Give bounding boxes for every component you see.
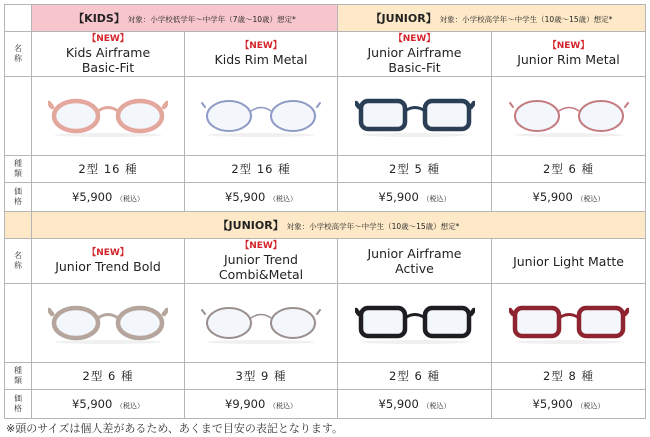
new-badge: 【NEW】 — [240, 41, 282, 51]
price-value: ¥5,900 — [72, 190, 113, 204]
product-image-cell — [32, 77, 185, 156]
product-name: Combi&Metal — [218, 266, 304, 282]
product-name-cell — [185, 239, 338, 284]
types-cell: 2型 6 種 — [32, 363, 185, 390]
product-name: Junior Trend Bold — [55, 259, 161, 274]
price-value: ¥9,900 — [225, 397, 266, 411]
types-cell: 2型 6 種 — [492, 156, 646, 183]
corner-cell-2 — [5, 212, 32, 239]
name-label: 名 称 — [5, 32, 32, 77]
product-name-cell — [185, 32, 338, 77]
tax-note: （税込） — [115, 195, 144, 203]
product-name-cell — [32, 239, 185, 284]
price-cell — [492, 183, 646, 212]
product-name: Active — [395, 261, 434, 276]
image-label-cell-2 — [5, 284, 32, 363]
price-cell — [338, 183, 492, 212]
glasses-icon — [201, 91, 321, 141]
kids-tag: 【KIDS】 — [73, 12, 125, 25]
footnote: ※頭のサイズは個人差があるため、あくまで目安の表記となります。 — [6, 422, 344, 435]
price-cell — [185, 183, 338, 212]
product-image-cell — [32, 284, 185, 363]
product-image-cell — [338, 77, 492, 156]
junior2-note: 対象：小学校高学年〜中学生（10歳〜15歳）想定* — [286, 222, 460, 231]
glasses-icon — [355, 298, 475, 348]
types-cell: 2型 6 種 — [338, 363, 492, 390]
kids-note: 対象：小学校低学年〜中学年（7歳〜10歳）想定* — [127, 15, 296, 24]
product-image-cell — [492, 284, 646, 363]
product-name-cell — [338, 32, 492, 77]
price-cell — [492, 390, 646, 419]
tax-note: （税込） — [576, 402, 605, 410]
junior-tag: 【JUNIOR】 — [370, 12, 437, 25]
tax-note: （税込） — [115, 402, 144, 410]
price-value: ¥5,900 — [532, 190, 573, 204]
product-name-cell — [32, 32, 185, 77]
corner-cell — [5, 5, 32, 32]
new-badge: 【NEW】 — [87, 33, 129, 44]
junior2-tag: 【JUNIOR】 — [217, 219, 284, 232]
new-badge: 【NEW】 — [393, 33, 436, 44]
image-label-cell — [5, 77, 32, 156]
price-cell — [32, 390, 185, 419]
glasses-icon — [355, 91, 475, 141]
types-cell: 2型 5 種 — [338, 156, 492, 183]
junior-note: 対象：小学校高学年〜中学生（10歳〜15歳）想定* — [439, 15, 613, 24]
price-value: ¥5,900 — [378, 190, 419, 204]
product-table — [4, 4, 646, 419]
product-name-cell — [338, 239, 492, 284]
new-badge: 【NEW】 — [87, 248, 129, 258]
glasses-icon — [509, 91, 629, 141]
kids-header — [32, 5, 338, 32]
glasses-icon — [48, 298, 168, 348]
product-name: Kids Rim Metal — [214, 52, 308, 67]
tax-note: （税込） — [422, 195, 451, 203]
price-value: ¥5,900 — [225, 190, 266, 204]
product-image-cell — [185, 77, 338, 156]
junior-header — [338, 5, 646, 32]
price-value: ¥5,900 — [378, 397, 419, 411]
product-name: Junior Trend — [224, 251, 298, 267]
types-cell: 2型 8 種 — [492, 363, 646, 390]
price-label-2: 価 格 — [5, 390, 32, 419]
junior-header-2 — [32, 212, 646, 239]
price-label: 価 格 — [5, 183, 32, 212]
price-cell — [32, 183, 185, 212]
new-badge: 【NEW】 — [240, 240, 282, 251]
price-cell — [185, 390, 338, 419]
glasses-icon — [201, 298, 321, 348]
product-name: Junior Airframe — [367, 246, 462, 261]
tax-note: （税込） — [576, 195, 605, 203]
tax-note: （税込） — [268, 402, 297, 410]
product-image-cell — [338, 284, 492, 363]
types-cell: 2型 16 種 — [185, 156, 338, 183]
product-name: Basic-Fit — [388, 59, 441, 75]
price-value: ¥5,900 — [72, 397, 113, 411]
types-cell: 2型 16 種 — [32, 156, 185, 183]
product-name: Junior Light Matte — [513, 253, 624, 269]
types-cell: 3型 9 種 — [185, 363, 338, 390]
tax-note: （税込） — [422, 402, 451, 410]
product-name: Kids Airframe — [65, 44, 151, 60]
tax-note: （税込） — [268, 195, 297, 203]
price-cell — [338, 390, 492, 419]
product-name: Basic-Fit — [81, 59, 135, 75]
product-name: Junior Airframe — [367, 44, 462, 60]
price-value: ¥5,900 — [532, 397, 573, 411]
glasses-icon — [509, 298, 629, 348]
new-badge: 【NEW】 — [547, 41, 590, 51]
product-name: Junior Rim Metal — [517, 52, 620, 67]
product-image-cell — [185, 284, 338, 363]
product-name-cell — [492, 239, 646, 284]
types-label-2: 種 類 — [5, 363, 32, 390]
types-label: 種 類 — [5, 156, 32, 183]
product-image-cell — [492, 77, 646, 156]
product-name-cell — [492, 32, 646, 77]
glasses-icon — [48, 91, 168, 141]
name-label-2: 名 称 — [5, 239, 32, 284]
